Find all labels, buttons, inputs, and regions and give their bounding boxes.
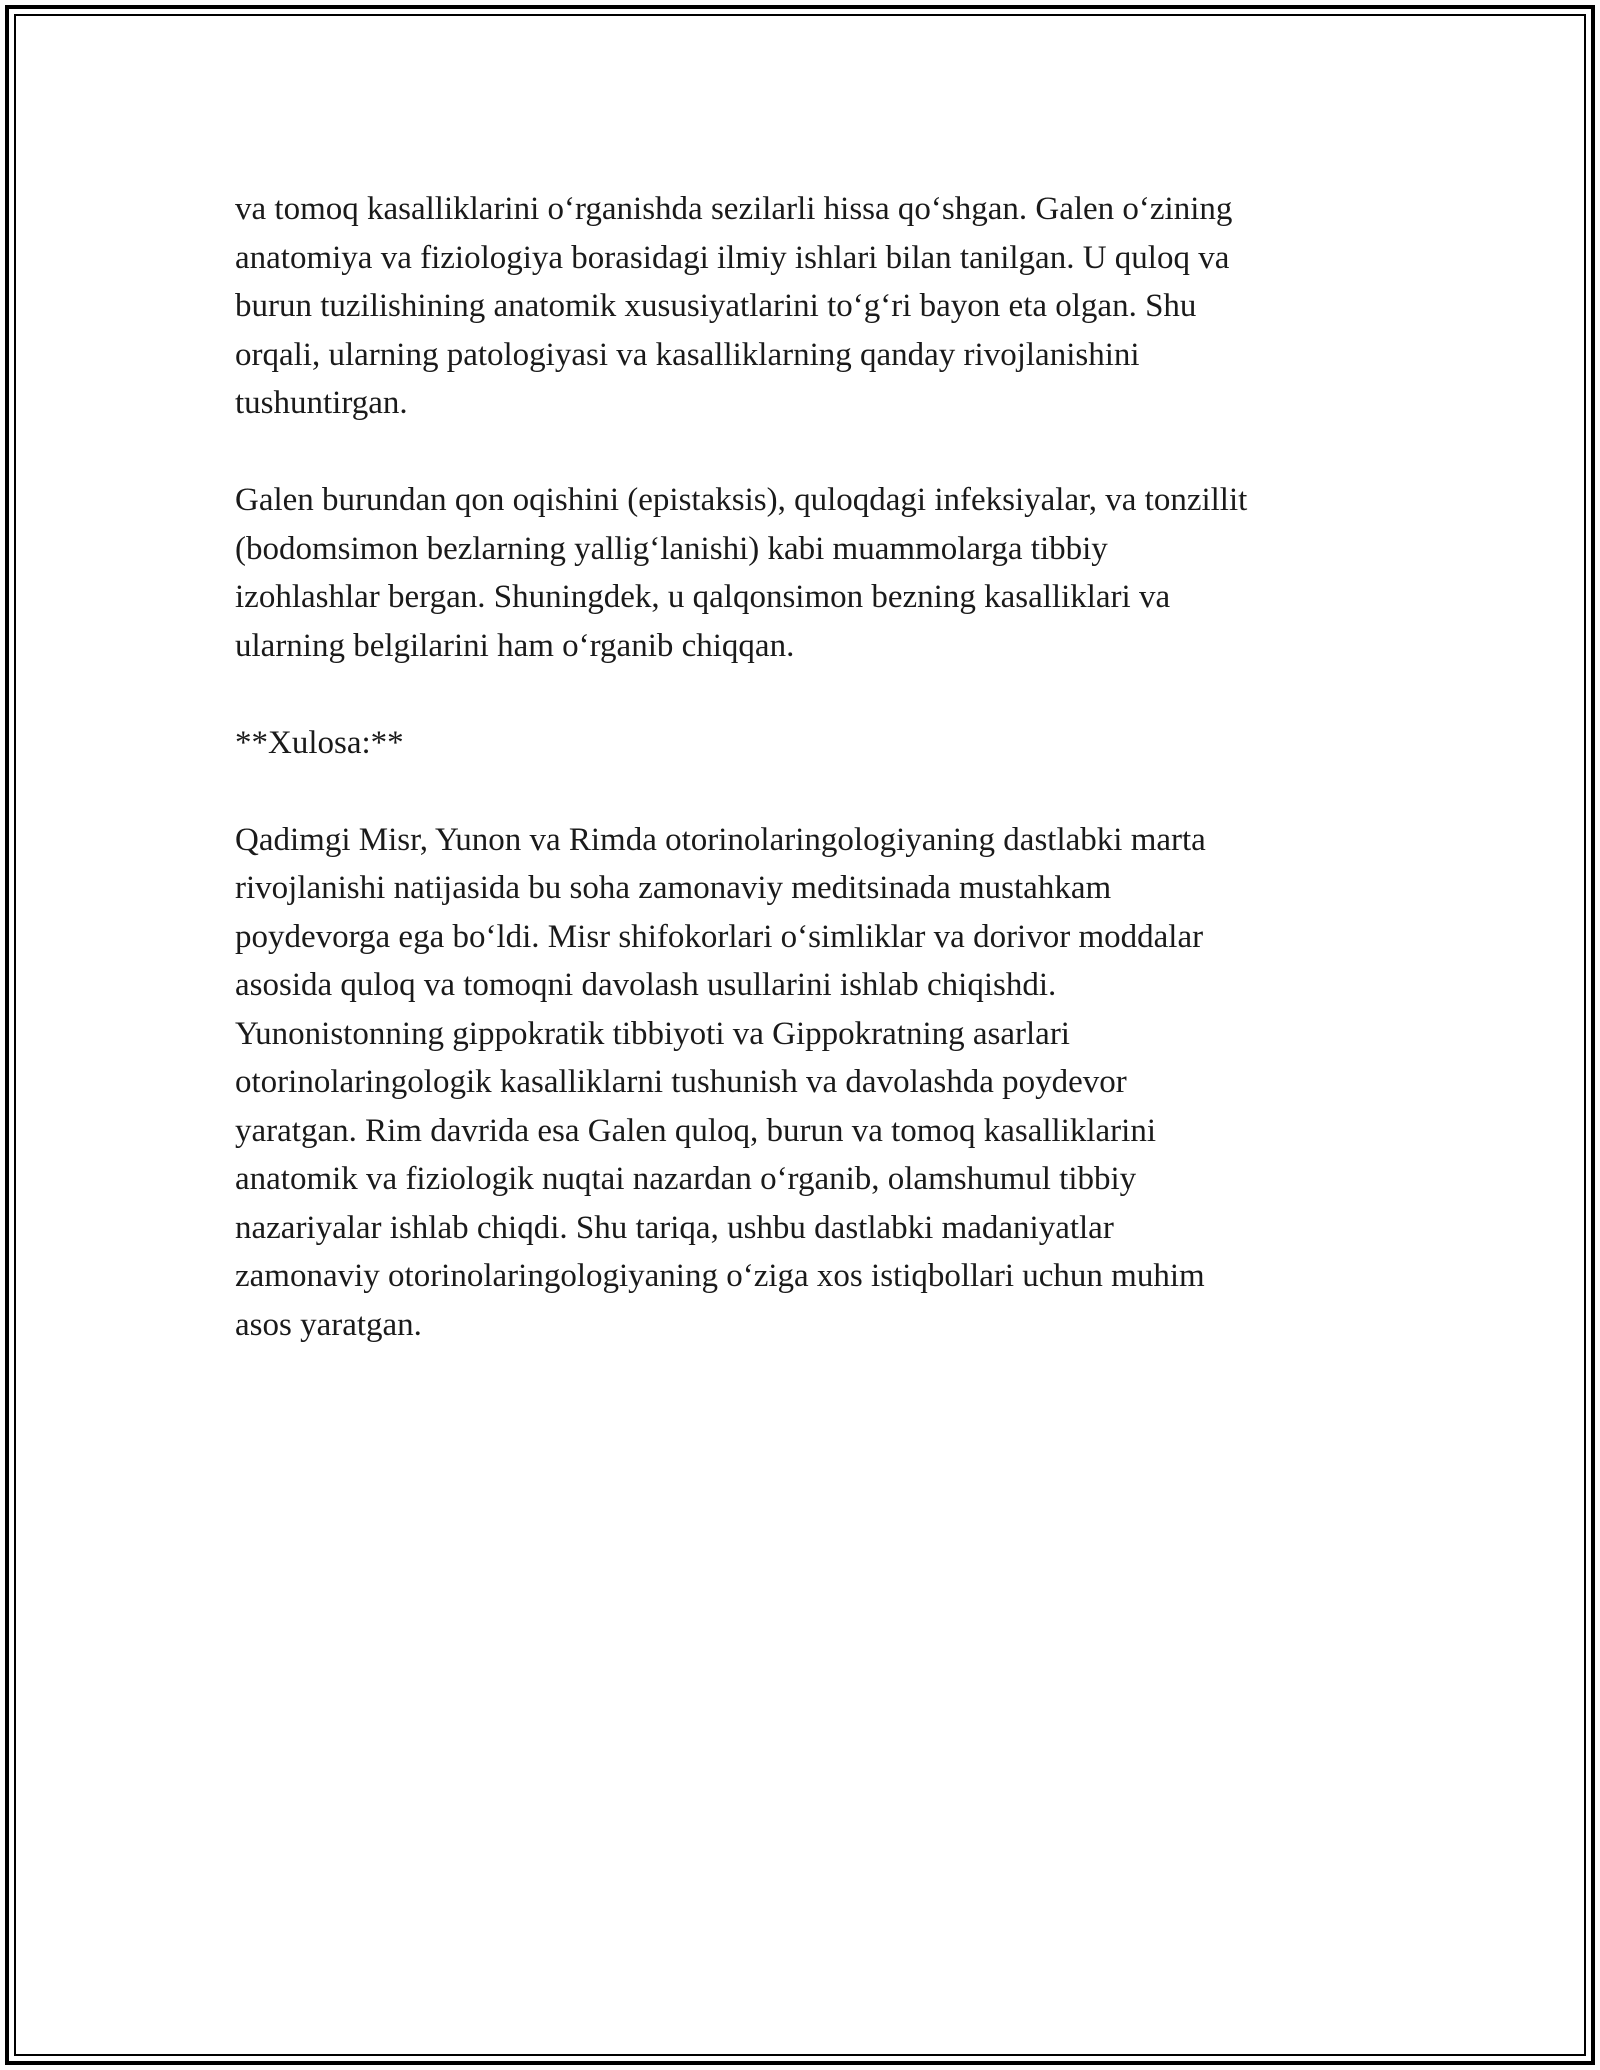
text-line: burun tuzilishining anatomik xususiyatlarini to‘g‘ri bayon eta olgan. Shu [235, 288, 1197, 324]
text-line: zamonaviy otorinolaringologiyaning o‘ziga xos istiqbollari uchun muhim [235, 1258, 1205, 1294]
text-line: rivojlanishi natijasida bu soha zamonaviy meditsinada mustahkam [235, 870, 1112, 906]
text-line: (bodomsimon bezlarning yallig‘lanishi) kabi muammolarga tibbiy [235, 530, 1108, 567]
text-line: Yunonistonning gippokratik tibbiyoti va Gippokratning asarlari [235, 1015, 1070, 1052]
text-line: otorinolaringologik kasalliklarni tushunish va davolashda poydevor [235, 1064, 1127, 1100]
text-line: Galen burundan qon oqishini (epistaksis), quloqdagi infeksiyalar, va tonzillit [235, 482, 1248, 518]
text-line: poydevorga ega bo‘ldi. Misr shifokorlari o‘simliklar va dorivor moddalar [235, 918, 1204, 955]
conclusion-heading [235, 719, 1375, 768]
text-line: orqali, ularning patologiyasi va kasalliklarning qanday rivojlanishini [235, 336, 1140, 373]
text-line: va tomoq kasalliklarini o‘rganishda sezilarli hissa qo‘shgan. Galen o‘zining [235, 191, 1233, 227]
text-line: nazariyalar ishlab chiqdi. Shu tariqa, ushbu dastlabki madaniyatlar [235, 1209, 1114, 1246]
text-line: ularning belgilarini ham o‘rganib chiqqan. [235, 627, 795, 664]
text-line: asos yaratgan. [235, 1306, 422, 1343]
text-line: tushuntirgan. [235, 385, 408, 421]
text-line: anatomiya va fiziologiya borasidagi ilmiy ishlari bilan tanilgan. U quloq va [235, 239, 1230, 276]
document-body [235, 185, 1375, 1398]
text-line: yaratgan. Rim davrida esa Galen quloq, burun va tomoq kasalliklarini [235, 1112, 1157, 1149]
text-line: izohlashlar bergan. Shuningdek, u qalqonsimon bezning kasalliklari va [235, 579, 1171, 615]
paragraph-galen-diseases [235, 476, 1375, 670]
text-line: Qadimgi Misr, Yunon va Rimda otorinolaringologiyaning dastlabki marta [235, 821, 1206, 858]
text-line: asosida quloq va tomoqni davolash usullarini ishlab chiqishdi. [235, 967, 1057, 1003]
text-line: **Xulosa:** [235, 724, 404, 761]
paragraph-galen-contribution [235, 185, 1375, 428]
paragraph-conclusion [235, 816, 1375, 1350]
text-line: anatomik va fiziologik nuqtai nazardan o‘rganib, olamshumul tibbiy [235, 1161, 1137, 1197]
